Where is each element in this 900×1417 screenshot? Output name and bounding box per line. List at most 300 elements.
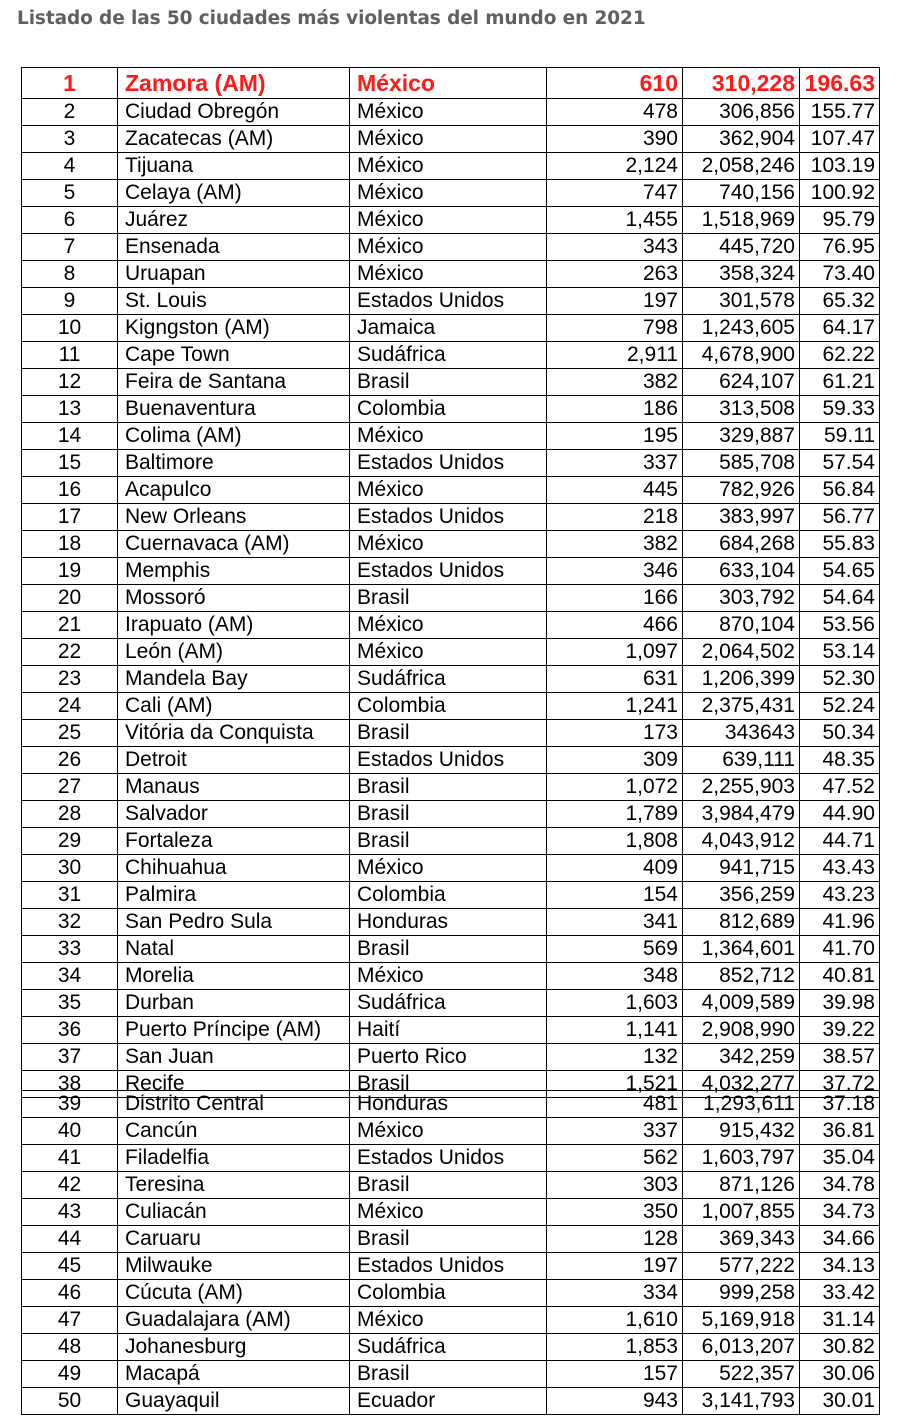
homicides-cell: 1,097 <box>547 639 683 666</box>
homicides-cell: 263 <box>547 261 683 288</box>
population-cell: 577,222 <box>683 1253 800 1280</box>
table-row <box>22 450 880 477</box>
population-cell: 358,324 <box>683 261 800 288</box>
rate-cell: 30.82 <box>800 1334 880 1361</box>
rank-cell: 18 <box>22 531 118 558</box>
population-cell: 301,578 <box>683 288 800 315</box>
table-row <box>22 1044 880 1071</box>
homicides-cell: 348 <box>547 963 683 990</box>
population-cell: 2,908,990 <box>683 1017 800 1044</box>
table-row <box>22 1226 880 1253</box>
rate-cell: 33.42 <box>800 1280 880 1307</box>
population-cell: 812,689 <box>683 909 800 936</box>
city-cell: Vitória da Conquista <box>118 720 350 747</box>
city-cell: Macapá <box>118 1361 350 1388</box>
rate-cell: 107.47 <box>800 126 880 153</box>
country-cell: Sudáfrica <box>350 1334 547 1361</box>
homicides-cell: 195 <box>547 423 683 450</box>
rank-cell: 29 <box>22 828 118 855</box>
table-row <box>22 1361 880 1388</box>
rate-cell: 43.43 <box>800 855 880 882</box>
homicides-cell: 1,141 <box>547 1017 683 1044</box>
city-cell: Celaya (AM) <box>118 180 350 207</box>
rank-cell: 14 <box>22 423 118 450</box>
city-cell: Distrito Central <box>118 1091 350 1118</box>
table-row <box>22 1145 880 1172</box>
country-cell: México <box>350 68 547 99</box>
population-cell: 369,343 <box>683 1226 800 1253</box>
rank-cell: 39 <box>22 1091 118 1118</box>
rate-cell: 38.57 <box>800 1044 880 1071</box>
homicides-cell: 943 <box>547 1388 683 1415</box>
table-row <box>22 1091 880 1118</box>
city-cell: Teresina <box>118 1172 350 1199</box>
table-row <box>22 315 880 342</box>
population-cell: 303,792 <box>683 585 800 612</box>
population-cell: 342,259 <box>683 1044 800 1071</box>
rate-cell: 76.95 <box>800 234 880 261</box>
rank-cell: 45 <box>22 1253 118 1280</box>
population-cell: 1,518,969 <box>683 207 800 234</box>
population-cell: 999,258 <box>683 1280 800 1307</box>
rate-cell: 62.22 <box>800 342 880 369</box>
page-title: Listado de las 50 ciudades más violentas del mundo en 2021 <box>17 8 646 29</box>
table-row <box>22 423 880 450</box>
rate-cell: 50.34 <box>800 720 880 747</box>
country-cell: Brasil <box>350 720 547 747</box>
table-row <box>22 68 880 99</box>
city-cell: Memphis <box>118 558 350 585</box>
population-cell: 310,228 <box>683 68 800 99</box>
homicides-cell: 197 <box>547 288 683 315</box>
rate-cell: 36.81 <box>800 1118 880 1145</box>
rank-cell: 38 <box>22 1071 118 1098</box>
table-row <box>22 639 880 666</box>
population-cell: 852,712 <box>683 963 800 990</box>
country-cell: México <box>350 963 547 990</box>
country-cell: Brasil <box>350 936 547 963</box>
rate-cell: 57.54 <box>800 450 880 477</box>
population-cell: 2,064,502 <box>683 639 800 666</box>
country-cell: Brasil <box>350 585 547 612</box>
country-cell: México <box>350 612 547 639</box>
rate-cell: 54.65 <box>800 558 880 585</box>
homicides-cell: 334 <box>547 1280 683 1307</box>
rate-cell: 35.04 <box>800 1145 880 1172</box>
population-cell: 4,678,900 <box>683 342 800 369</box>
homicides-cell: 2,124 <box>547 153 683 180</box>
country-cell: México <box>350 855 547 882</box>
table-row <box>22 1199 880 1226</box>
city-cell: Mandela Bay <box>118 666 350 693</box>
country-cell: Brasil <box>350 801 547 828</box>
rank-cell: 25 <box>22 720 118 747</box>
country-cell: Puerto Rico <box>350 1044 547 1071</box>
city-cell: Cali (AM) <box>118 693 350 720</box>
rate-cell: 41.96 <box>800 909 880 936</box>
rate-cell: 61.21 <box>800 369 880 396</box>
country-cell: Brasil <box>350 1361 547 1388</box>
rank-cell: 2 <box>22 99 118 126</box>
table-row <box>22 396 880 423</box>
rank-cell: 21 <box>22 612 118 639</box>
rate-cell: 155.77 <box>800 99 880 126</box>
rank-cell: 42 <box>22 1172 118 1199</box>
rank-cell: 40 <box>22 1118 118 1145</box>
homicides-cell: 337 <box>547 1118 683 1145</box>
population-cell: 5,169,918 <box>683 1307 800 1334</box>
population-cell: 4,009,589 <box>683 990 800 1017</box>
country-cell: Honduras <box>350 1091 547 1118</box>
population-cell: 6,013,207 <box>683 1334 800 1361</box>
country-cell: México <box>350 99 547 126</box>
homicides-cell: 350 <box>547 1199 683 1226</box>
city-cell: Filadelfia <box>118 1145 350 1172</box>
population-cell: 306,856 <box>683 99 800 126</box>
homicides-cell: 128 <box>547 1226 683 1253</box>
rate-cell: 44.90 <box>800 801 880 828</box>
rate-cell: 44.71 <box>800 828 880 855</box>
population-cell: 4,043,912 <box>683 828 800 855</box>
homicides-cell: 569 <box>547 936 683 963</box>
city-cell: Colima (AM) <box>118 423 350 450</box>
city-cell: Cape Town <box>118 342 350 369</box>
city-cell: Cuernavaca (AM) <box>118 531 350 558</box>
rate-cell: 56.77 <box>800 504 880 531</box>
country-cell: México <box>350 531 547 558</box>
population-cell: 1,364,601 <box>683 936 800 963</box>
rank-cell: 22 <box>22 639 118 666</box>
country-cell: México <box>350 1307 547 1334</box>
population-cell: 356,259 <box>683 882 800 909</box>
homicides-cell: 343 <box>547 234 683 261</box>
homicides-cell: 1,853 <box>547 1334 683 1361</box>
rate-cell: 37.18 <box>800 1091 880 1118</box>
homicides-cell: 309 <box>547 747 683 774</box>
population-cell: 684,268 <box>683 531 800 558</box>
country-cell: Colombia <box>350 396 547 423</box>
rate-cell: 30.06 <box>800 1361 880 1388</box>
rate-cell: 31.14 <box>800 1307 880 1334</box>
homicides-cell: 390 <box>547 126 683 153</box>
homicides-cell: 445 <box>547 477 683 504</box>
country-cell: Estados Unidos <box>350 504 547 531</box>
rate-cell: 48.35 <box>800 747 880 774</box>
population-cell: 870,104 <box>683 612 800 639</box>
homicides-cell: 409 <box>547 855 683 882</box>
country-cell: México <box>350 639 547 666</box>
country-cell: Colombia <box>350 693 547 720</box>
country-cell: México <box>350 207 547 234</box>
homicides-cell: 218 <box>547 504 683 531</box>
homicides-cell: 1,808 <box>547 828 683 855</box>
rate-cell: 65.32 <box>800 288 880 315</box>
population-cell: 2,058,246 <box>683 153 800 180</box>
rank-cell: 48 <box>22 1334 118 1361</box>
rate-cell: 39.22 <box>800 1017 880 1044</box>
population-cell: 522,357 <box>683 1361 800 1388</box>
city-cell: Fortaleza <box>118 828 350 855</box>
rank-cell: 46 <box>22 1280 118 1307</box>
rank-cell: 26 <box>22 747 118 774</box>
country-cell: Estados Unidos <box>350 558 547 585</box>
city-cell: Johanesburg <box>118 1334 350 1361</box>
city-cell: Feira de Santana <box>118 369 350 396</box>
homicides-cell: 478 <box>547 99 683 126</box>
population-cell: 915,432 <box>683 1118 800 1145</box>
homicides-cell: 481 <box>547 1091 683 1118</box>
table-row <box>22 531 880 558</box>
city-cell: Guayaquil <box>118 1388 350 1415</box>
population-cell: 639,111 <box>683 747 800 774</box>
table-row <box>22 585 880 612</box>
population-cell: 445,720 <box>683 234 800 261</box>
population-cell: 3,984,479 <box>683 801 800 828</box>
country-cell: Estados Unidos <box>350 1253 547 1280</box>
city-cell: León (AM) <box>118 639 350 666</box>
country-cell: Brasil <box>350 369 547 396</box>
rank-cell: 13 <box>22 396 118 423</box>
rate-cell: 53.14 <box>800 639 880 666</box>
rate-cell: 53.56 <box>800 612 880 639</box>
rate-cell: 30.01 <box>800 1388 880 1415</box>
rank-cell: 36 <box>22 1017 118 1044</box>
rate-cell: 59.33 <box>800 396 880 423</box>
rank-cell: 19 <box>22 558 118 585</box>
city-cell: Ensenada <box>118 234 350 261</box>
population-cell: 782,926 <box>683 477 800 504</box>
country-cell: Brasil <box>350 1172 547 1199</box>
rate-cell: 100.92 <box>800 180 880 207</box>
homicides-cell: 631 <box>547 666 683 693</box>
rank-cell: 41 <box>22 1145 118 1172</box>
rank-cell: 5 <box>22 180 118 207</box>
population-cell: 329,887 <box>683 423 800 450</box>
country-cell: México <box>350 153 547 180</box>
country-cell: Estados Unidos <box>350 747 547 774</box>
table-row <box>22 1388 880 1415</box>
rank-cell: 20 <box>22 585 118 612</box>
population-cell: 343643 <box>683 720 800 747</box>
table-row <box>22 504 880 531</box>
homicides-cell: 1,455 <box>547 207 683 234</box>
homicides-cell: 337 <box>547 450 683 477</box>
population-cell: 585,708 <box>683 450 800 477</box>
table-row <box>22 1253 880 1280</box>
population-cell: 1,206,399 <box>683 666 800 693</box>
table-row <box>22 666 880 693</box>
city-cell: Milwauke <box>118 1253 350 1280</box>
table-row <box>22 936 880 963</box>
city-cell: Tijuana <box>118 153 350 180</box>
table-row <box>22 234 880 261</box>
rank-cell: 34 <box>22 963 118 990</box>
rank-cell: 16 <box>22 477 118 504</box>
population-cell: 1,243,605 <box>683 315 800 342</box>
table-row <box>22 153 880 180</box>
table-row <box>22 99 880 126</box>
country-cell: México <box>350 423 547 450</box>
country-cell: Honduras <box>350 909 547 936</box>
rank-cell: 43 <box>22 1199 118 1226</box>
table-row <box>22 207 880 234</box>
country-cell: México <box>350 477 547 504</box>
population-cell: 2,255,903 <box>683 774 800 801</box>
rate-cell: 34.66 <box>800 1226 880 1253</box>
population-cell: 3,141,793 <box>683 1388 800 1415</box>
country-cell: Estados Unidos <box>350 450 547 477</box>
population-cell: 362,904 <box>683 126 800 153</box>
country-cell: Colombia <box>350 1280 547 1307</box>
country-cell: Brasil <box>350 1226 547 1253</box>
city-cell: Ciudad Obregón <box>118 99 350 126</box>
population-cell: 1,007,855 <box>683 1199 800 1226</box>
rank-cell: 6 <box>22 207 118 234</box>
city-cell: Uruapan <box>118 261 350 288</box>
homicides-cell: 132 <box>547 1044 683 1071</box>
rate-cell: 37.72 <box>800 1071 880 1098</box>
homicides-cell: 1,241 <box>547 693 683 720</box>
city-cell: Juárez <box>118 207 350 234</box>
table-row <box>22 612 880 639</box>
city-cell: Morelia <box>118 963 350 990</box>
rate-cell: 52.24 <box>800 693 880 720</box>
rank-cell: 11 <box>22 342 118 369</box>
population-cell: 740,156 <box>683 180 800 207</box>
table-row <box>22 126 880 153</box>
homicides-cell: 197 <box>547 1253 683 1280</box>
population-cell: 2,375,431 <box>683 693 800 720</box>
rank-cell: 9 <box>22 288 118 315</box>
homicides-cell: 1,789 <box>547 801 683 828</box>
rate-cell: 56.84 <box>800 477 880 504</box>
rate-cell: 47.52 <box>800 774 880 801</box>
rate-cell: 55.83 <box>800 531 880 558</box>
rank-cell: 1 <box>22 68 118 99</box>
population-cell: 1,293,611 <box>683 1091 800 1118</box>
homicides-cell: 798 <box>547 315 683 342</box>
table-row <box>22 1307 880 1334</box>
rate-cell: 64.17 <box>800 315 880 342</box>
country-cell: Estados Unidos <box>350 1145 547 1172</box>
country-cell: Ecuador <box>350 1388 547 1415</box>
country-cell: Brasil <box>350 828 547 855</box>
table-row <box>22 477 880 504</box>
rate-cell: 103.19 <box>800 153 880 180</box>
ranking-table-part-2 <box>21 1090 880 1415</box>
population-cell: 624,107 <box>683 369 800 396</box>
ranking-table-part-1 <box>21 67 880 1098</box>
homicides-cell: 1,072 <box>547 774 683 801</box>
table-row <box>22 882 880 909</box>
population-cell: 633,104 <box>683 558 800 585</box>
city-cell: Detroit <box>118 747 350 774</box>
city-cell: Cancún <box>118 1118 350 1145</box>
homicides-cell: 166 <box>547 585 683 612</box>
homicides-cell: 747 <box>547 180 683 207</box>
homicides-cell: 2,911 <box>547 342 683 369</box>
country-cell: Colombia <box>350 882 547 909</box>
table-row <box>22 558 880 585</box>
city-cell: Manaus <box>118 774 350 801</box>
population-cell: 871,126 <box>683 1172 800 1199</box>
rate-cell: 196.63 <box>800 68 880 99</box>
city-cell: Irapuato (AM) <box>118 612 350 639</box>
country-cell: Brasil <box>350 774 547 801</box>
rank-cell: 32 <box>22 909 118 936</box>
table-row <box>22 720 880 747</box>
rank-cell: 37 <box>22 1044 118 1071</box>
table-row <box>22 828 880 855</box>
city-cell: Chihuahua <box>118 855 350 882</box>
table-row <box>22 1280 880 1307</box>
rank-cell: 47 <box>22 1307 118 1334</box>
country-cell: Jamaica <box>350 315 547 342</box>
rank-cell: 8 <box>22 261 118 288</box>
homicides-cell: 173 <box>547 720 683 747</box>
homicides-cell: 303 <box>547 1172 683 1199</box>
city-cell: Recife <box>118 1071 350 1098</box>
population-cell: 313,508 <box>683 396 800 423</box>
table-row <box>22 693 880 720</box>
country-cell: Estados Unidos <box>350 288 547 315</box>
rate-cell: 39.98 <box>800 990 880 1017</box>
table-row <box>22 342 880 369</box>
rank-cell: 4 <box>22 153 118 180</box>
country-cell: México <box>350 180 547 207</box>
homicides-cell: 562 <box>547 1145 683 1172</box>
city-cell: San Pedro Sula <box>118 909 350 936</box>
rank-cell: 35 <box>22 990 118 1017</box>
rate-cell: 34.13 <box>800 1253 880 1280</box>
city-cell: Zamora (AM) <box>118 68 350 99</box>
rate-cell: 73.40 <box>800 261 880 288</box>
rank-cell: 27 <box>22 774 118 801</box>
rank-cell: 31 <box>22 882 118 909</box>
rate-cell: 34.78 <box>800 1172 880 1199</box>
city-cell: Baltimore <box>118 450 350 477</box>
table-row <box>22 1118 880 1145</box>
table-row <box>22 1172 880 1199</box>
city-cell: Guadalajara (AM) <box>118 1307 350 1334</box>
city-cell: Kigngston (AM) <box>118 315 350 342</box>
rank-cell: 3 <box>22 126 118 153</box>
table-row <box>22 963 880 990</box>
table-row <box>22 1017 880 1044</box>
city-cell: Mossoró <box>118 585 350 612</box>
city-cell: Puerto Príncipe (AM) <box>118 1017 350 1044</box>
rank-cell: 24 <box>22 693 118 720</box>
rank-cell: 33 <box>22 936 118 963</box>
city-cell: Cúcuta (AM) <box>118 1280 350 1307</box>
homicides-cell: 186 <box>547 396 683 423</box>
rate-cell: 43.23 <box>800 882 880 909</box>
city-cell: Salvador <box>118 801 350 828</box>
rate-cell: 34.73 <box>800 1199 880 1226</box>
population-cell: 941,715 <box>683 855 800 882</box>
population-cell: 4,032,277 <box>683 1071 800 1098</box>
homicides-cell: 1,610 <box>547 1307 683 1334</box>
city-cell: Caruaru <box>118 1226 350 1253</box>
table-row <box>22 801 880 828</box>
city-cell: St. Louis <box>118 288 350 315</box>
rank-cell: 28 <box>22 801 118 828</box>
city-cell: New Orleans <box>118 504 350 531</box>
homicides-cell: 346 <box>547 558 683 585</box>
city-cell: Natal <box>118 936 350 963</box>
city-cell: Zacatecas (AM) <box>118 126 350 153</box>
city-cell: Acapulco <box>118 477 350 504</box>
